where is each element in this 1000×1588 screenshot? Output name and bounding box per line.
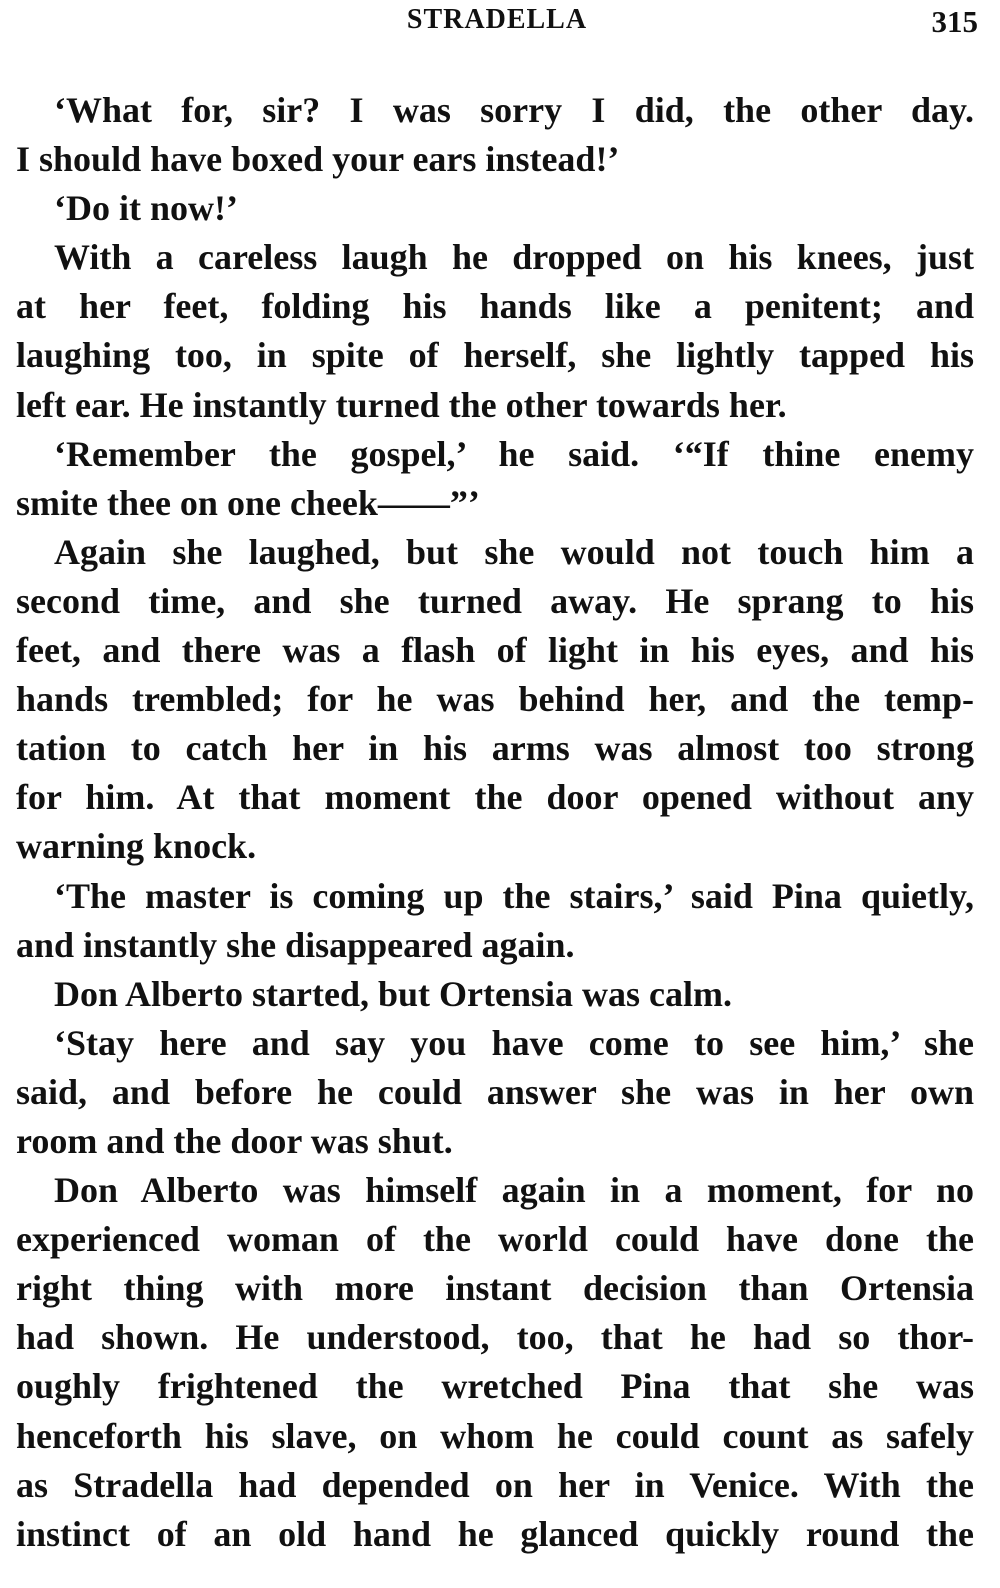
- body-text: [16, 86, 974, 1559]
- text-line: room and the door was shut.: [16, 1120, 453, 1161]
- text-line: left ear. He instantly turned the other towards her.: [16, 384, 787, 425]
- running-head: [16, 4, 978, 44]
- text-line: tation to catch her in his arms was almost too strong: [16, 728, 974, 769]
- text-line: hands trembled; for he was behind her, and the temp-: [16, 679, 974, 720]
- text-line: Don Alberto started, but Ortensia was calm.: [54, 973, 732, 1014]
- text-line: ‘Do it now!’: [54, 188, 238, 229]
- text-line: ‘What for, sir? I was sorry I did, the other day.: [54, 90, 974, 130]
- text-line: right thing with more instant decision than Ortensia: [16, 1268, 974, 1309]
- text-line: oughly frightened the wretched Pina that she was: [16, 1366, 974, 1407]
- text-line: ‘Stay here and say you have come to see him,’ she: [54, 1022, 974, 1063]
- running-title: STRADELLA: [406, 4, 588, 35]
- text-line: smite thee on one cheek——”’: [16, 482, 480, 523]
- text-line: I should have boxed your ears instead!’: [16, 139, 620, 180]
- text-line: ‘The master is coming up the stairs,’ said Pina quietly,: [54, 875, 974, 916]
- text-line: at her feet, folding his hands like a penitent; and: [16, 286, 974, 327]
- text-line: instinct of an old hand he glanced quickly round the: [16, 1513, 974, 1554]
- text-line: had shown. He understood, too, that he had so thor-: [16, 1317, 974, 1358]
- text-line: warning knock.: [16, 826, 257, 867]
- text-line: said, and before he could answer she was in her own: [16, 1071, 974, 1112]
- text-line: Again she laughed, but she would not touch him a: [54, 531, 974, 572]
- text-line: as Stradella had depended on her in Venice. With the: [16, 1464, 974, 1505]
- text-line: experienced woman of the world could have done the: [16, 1219, 974, 1260]
- text-line: and instantly she disappeared again.: [16, 924, 575, 965]
- text-line: Don Alberto was himself again in a moment, for no: [54, 1170, 974, 1211]
- text-line: for him. At that moment the door opened without any: [16, 777, 974, 818]
- text-line: With a careless laugh he dropped on his knees, just: [54, 237, 974, 278]
- text-line: second time, and she turned away. He sprang to his: [16, 580, 974, 621]
- text-line: feet, and there was a flash of light in his eyes, and his: [16, 630, 974, 671]
- text-line: ‘Remember the gospel,’ he said. ‘“If thine enemy: [54, 433, 974, 474]
- text-line: laughing too, in spite of herself, she lightly tapped his: [16, 335, 974, 376]
- text-line: henceforth his slave, on whom he could count as safely: [16, 1415, 974, 1456]
- page-number: 315: [931, 4, 978, 39]
